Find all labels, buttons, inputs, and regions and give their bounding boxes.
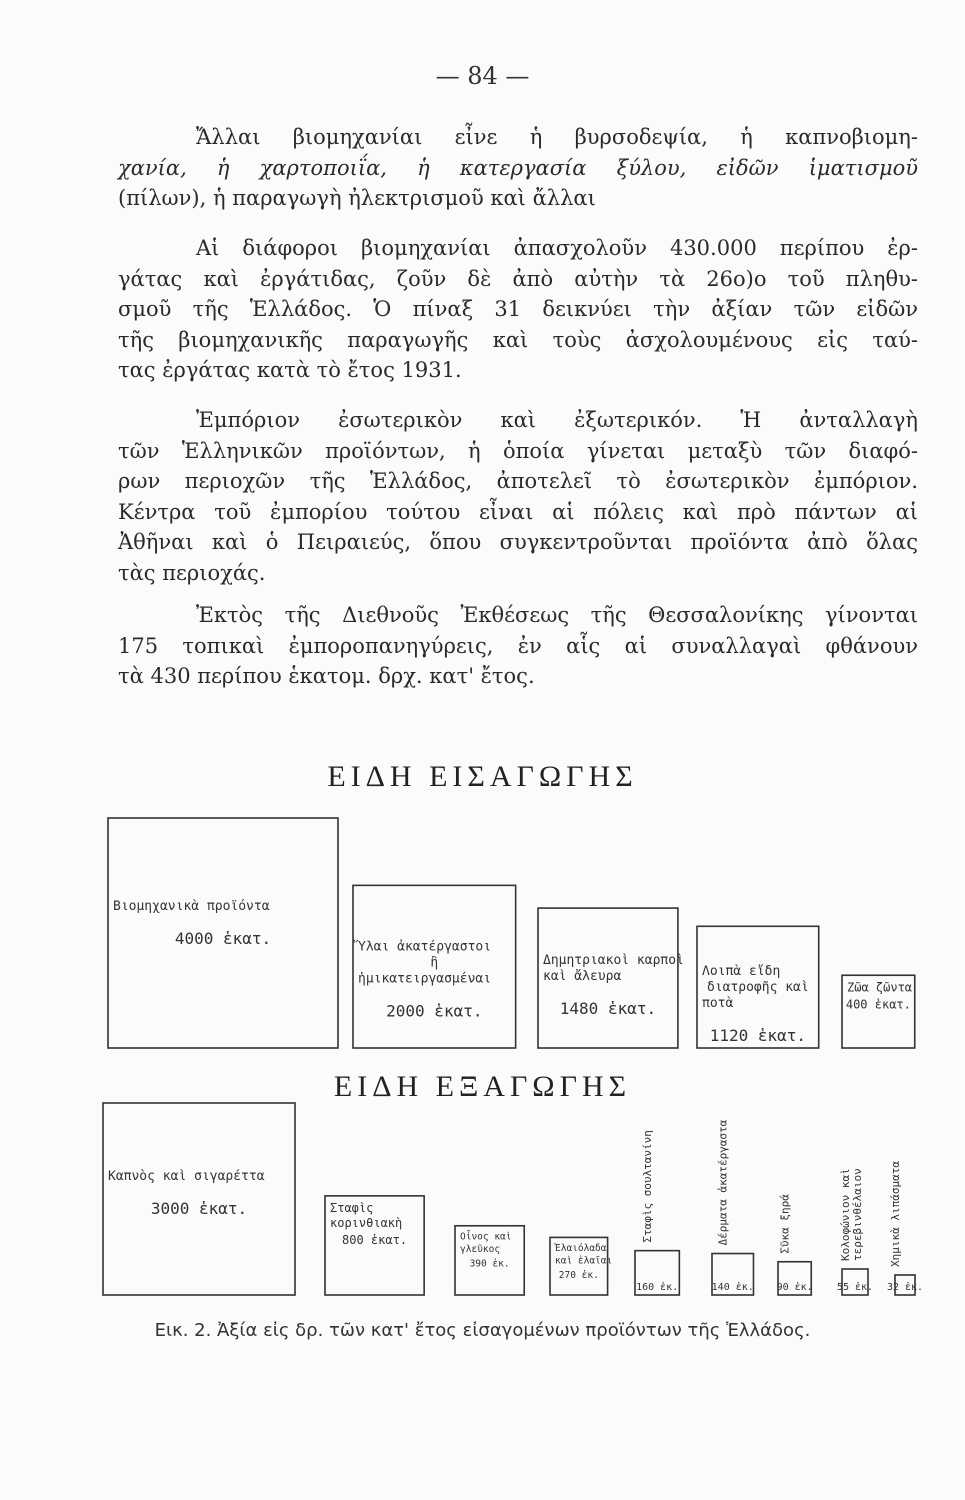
bar-value-label: 140 ἑκ. [711, 1282, 754, 1293]
bar-value-label: 160 ἑκ. [636, 1282, 679, 1293]
text-line: σμοῦ τῆς Ἑλλάδος. Ὁ πίναξ 31 δεικνύει τὴν ἀξίαν τῶν εἰδῶν [118, 297, 918, 321]
text-line: (πίλων), ἡ παραγωγὴ ἠλεκτρισμοῦ καὶ ἄλλαι [118, 186, 596, 210]
bar-label: Δέρματα ἀκατέργαστα [716, 1119, 730, 1246]
bar-value-label: 1480 ἑκατ. [559, 999, 657, 1019]
text-line: ρων περιοχῶν τῆς Ἑλλάδος, ἀποτελεῖ τὸ ἐσωτερικὸν ἐμπόριον. [118, 469, 918, 493]
text-line: τῆς βιομηχανικῆς παραγωγῆς καὶ τοὺς ἀσχολουμένους εἰς ταύ- [118, 327, 918, 352]
text-line: τὰ 430 περίπου ἑκατομ. δρχ. κατ' ἔτος. [118, 664, 535, 688]
export-chart-title: ΕΙΔΗ ΕΞΑΓΩΓΗΣ [333, 1070, 632, 1103]
text-line: τὰς περιοχάς. [118, 560, 266, 585]
bar-label: Βιομηχανικὰ προϊόντα [113, 899, 270, 914]
bar-label: Καπνὸς καὶ σιγαρέττα [108, 1168, 265, 1184]
text-line: χανία, ἡ χαρτοποιΐα, ἡ κατεργασία ξύλου, εἰδῶν ἱματισμοῦ [118, 155, 918, 180]
bar-label: Δημητριακοὶ καρποὶ [543, 953, 684, 969]
bar-value-label: 270 ἑκ. [558, 1269, 599, 1281]
bar-label: Οἶνος καὶ [460, 1231, 512, 1243]
text-line: 175 τοπικαὶ ἐμποροπανηγύρεις, ἐν αἷς αἱ συναλλαγαὶ φθάνουν [118, 633, 918, 658]
bar-value-label: 2000 ἑκατ. [386, 1001, 483, 1021]
bar-value-label: 90 ἑκ. [776, 1282, 813, 1293]
text-line: τας ἐργάτας κατὰ τὸ ἔτος 1931. [118, 358, 462, 382]
bar-label: Ὕλαι ἀκατέργαστοι [358, 939, 492, 955]
bar-value-label: 1120 ἑκατ. [709, 1025, 807, 1045]
bar-label: γλεῦκος [460, 1243, 501, 1255]
bar-label: Σταφὶς σουλτανίνη [641, 1130, 655, 1243]
bar-label: Ἐλαιόλαδα [555, 1242, 607, 1254]
bar-value-label: 4000 ἑκατ. [174, 929, 272, 948]
text-line: Ἄλλαι βιομηχανίαι εἶνε ἡ βυρσοδεψία, ἡ καπνοβιομη- [196, 125, 918, 149]
text-line: Ἀθῆναι καὶ ὁ Πειραιεύς, ὅπου συγκεντροῦνται προϊόντα ἀπὸ ὅλας [118, 530, 918, 554]
text-line: τῶν Ἑλληνικῶν προϊόντων, ἡ ὁποία γίνεται μεταξὺ τῶν διαφό- [118, 438, 918, 463]
bar-label: Σταφὶς [330, 1200, 374, 1215]
text-line: Αἱ διάφοροι βιομηχανίαι ἀπασχολοῦν 430.000 περίπου ἐρ- [196, 236, 918, 260]
text-line: Ἐκτὸς τῆς Διεθνοῦς Ἐκθέσεως τῆς Θεσσαλονίκης γίνονται [196, 603, 918, 627]
page-number: — 84 — [435, 62, 530, 90]
text-line: Κέντρα τοῦ ἐμπορίου τούτου εἶναι αἱ πόλεις καὶ πρὸ πάντων αἱ [118, 499, 918, 524]
bar-label: ἡμικατειργασμέναι [358, 971, 492, 987]
bar-label: ποτὰ [702, 995, 734, 1011]
bar-value-label: 32 ἑκ. [886, 1282, 924, 1293]
bar-label: καὶ ἐλαῖαι [555, 1255, 613, 1267]
bar-label: Λοιπὰ εἴδη [702, 963, 781, 979]
bar-label: Χημικὰ λιπάσματα [889, 1161, 902, 1267]
bar-label: καὶ ἄλευρα [543, 969, 622, 985]
bar-value-label: 3000 ἑκατ. [150, 1198, 248, 1218]
bar-label: Σῦκα ξηρά [778, 1194, 792, 1254]
bar-label: τερεβινθέλαιον [850, 1168, 864, 1262]
bar-label: διατροφῆς καὶ [706, 979, 809, 995]
bar-value-label: 390 ἑκ. [469, 1258, 510, 1270]
bar-label: Κολοφώνιον καὶ [838, 1168, 852, 1262]
text-line: Ἐμπόριον ἐσωτερικὸν καὶ ἐξωτερικόν. Ἡ ἀνταλλαγὴ [196, 408, 918, 432]
bar-label: Ζῶα ζῶντα [847, 980, 913, 995]
bar-label: κορινθιακὴ [330, 1215, 403, 1230]
bar-label: ἢ [430, 955, 439, 971]
bar-value-label: 400 ἑκατ. [845, 997, 911, 1012]
figure-caption: Εικ. 2. Ἀξία εἰς δρ. τῶν κατ' ἔτος εἰσαγομένων προϊόντων τῆς Ἑλλάδος. [154, 1320, 811, 1341]
bar-value-label: 55 ἑκ. [836, 1282, 874, 1293]
text-line: γάτας καὶ ἐργάτιδας, ζοῦν δὲ ἀπὸ αὐτὴν τὰ 26ο)ο τοῦ πληθυ- [118, 266, 918, 291]
import-chart-title: ΕΙΔΗ ΕΙΣΑΓΩΓΗΣ [327, 760, 638, 793]
bar-value-label: 800 ἑκατ. [342, 1232, 408, 1247]
